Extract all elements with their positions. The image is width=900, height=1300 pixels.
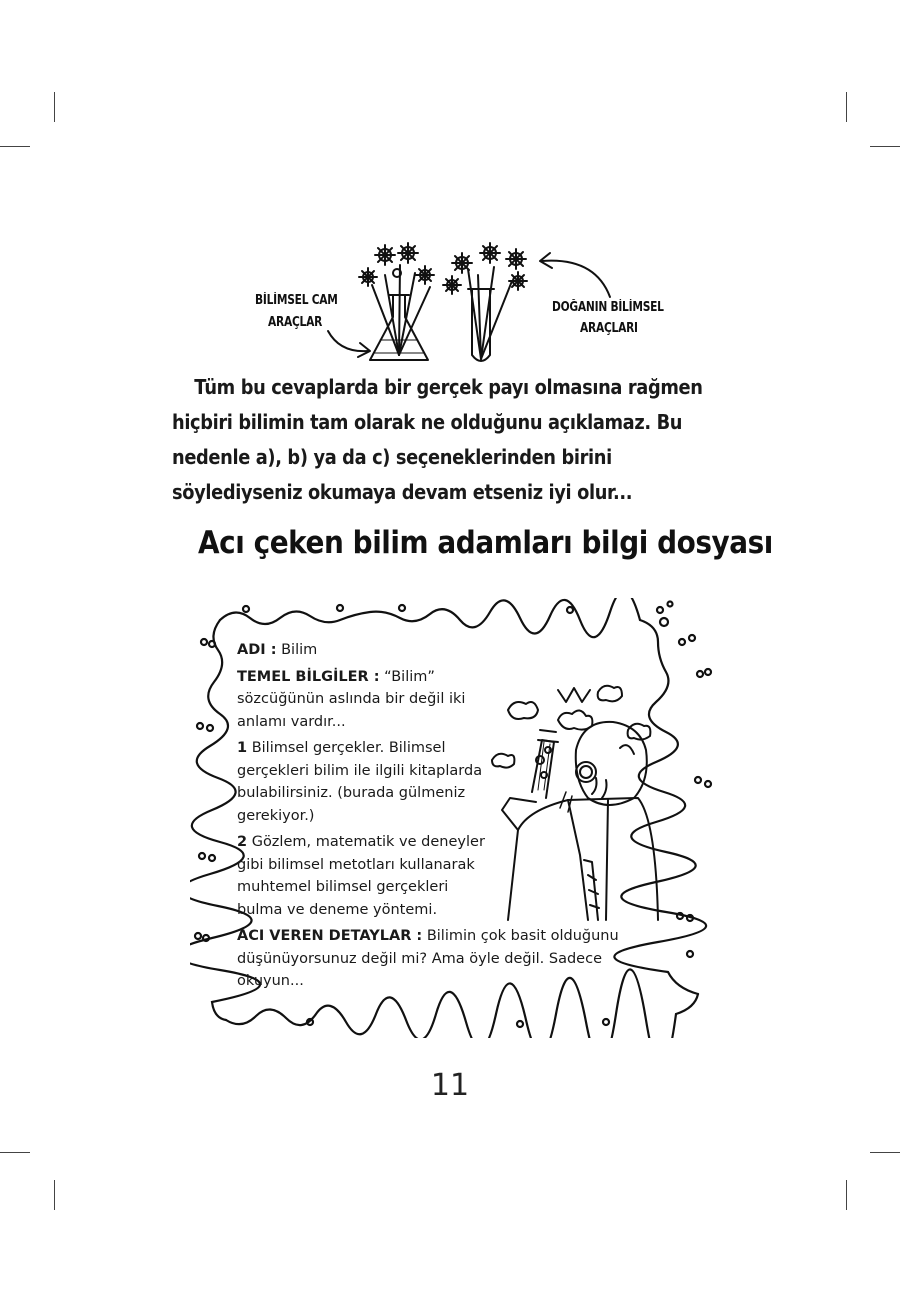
item-1-number: 1 bbox=[237, 740, 248, 756]
name-row bbox=[237, 639, 487, 662]
basics-label: TEMEL BİLGİLER : bbox=[237, 668, 380, 685]
basics-text: “Bilim” sözcüğünün aslında bir değil iki anlamı vardır... bbox=[237, 668, 466, 730]
crop-mark bbox=[0, 146, 30, 147]
crop-mark bbox=[54, 92, 55, 122]
crop-mark bbox=[870, 1152, 900, 1153]
section-title: Acı çeken bilim adamları bilgi dosyası bbox=[198, 525, 773, 561]
crop-mark bbox=[0, 1152, 30, 1153]
crop-mark bbox=[846, 92, 847, 122]
crop-mark bbox=[846, 1180, 847, 1210]
intro-paragraph-block bbox=[172, 370, 737, 510]
glass-tools-label-line2: ARAÇLAR bbox=[268, 315, 323, 330]
crop-mark bbox=[870, 146, 900, 147]
crop-mark bbox=[54, 1180, 55, 1210]
item-1-text: Bilimsel gerçekler. Bilimsel gerçekleri bilim ile ilgili kitaplarda bulabilirsiniz. (burada gülmeniz gerekiyor.) bbox=[237, 740, 483, 824]
item-2-text: Gözlem, matematik ve deneyler gibi bilimsel metotları kullanarak muhtemel bilimsel gerçekleri bulma ve deneme yöntemi. bbox=[237, 834, 485, 918]
name-label: ADI : bbox=[237, 642, 277, 658]
nature-tools-label-line2: ARAÇLARI bbox=[580, 321, 638, 336]
item-2 bbox=[237, 831, 487, 921]
page-number: 11 bbox=[430, 1068, 470, 1103]
basics-row bbox=[237, 666, 487, 734]
glass-tools-label-line1: BİLİMSEL CAM bbox=[255, 293, 338, 308]
fact-file-content bbox=[237, 639, 627, 993]
flower-vases-illustration bbox=[250, 235, 680, 370]
painful-details-label: ACI VEREN DETAYLAR : bbox=[237, 928, 423, 944]
item-2-number: 2 bbox=[237, 834, 248, 850]
name-value: Bilim bbox=[281, 642, 318, 658]
intro-paragraph: Tüm bu cevaplarda bir gerçek payı olmasına rağmen hiçbiri bilimin tam olarak ne olduğunu açıklamaz. Bu nedenle a), b) ya da c) seçeneklerinden birini söylediyseniz okumaya devam etseniz iyi olur... bbox=[172, 375, 703, 504]
nature-tools-label-line1: DOĞANIN BİLİMSEL bbox=[552, 300, 664, 315]
painful-details-row bbox=[237, 925, 627, 993]
painful-details-text: Bilimin çok basit olduğunu düşünüyorsunuz değil mi? Ama öyle değil. Sadece okuyun... bbox=[237, 928, 619, 989]
item-1 bbox=[237, 737, 487, 827]
